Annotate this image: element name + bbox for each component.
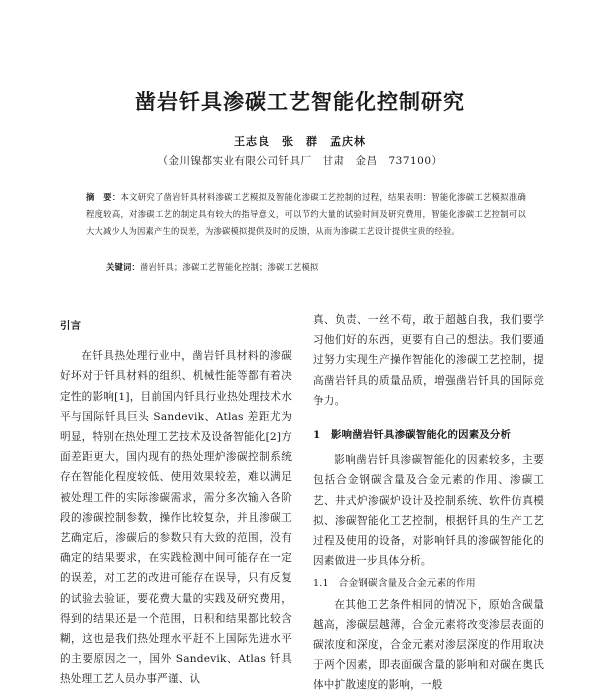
paper-title: 凿岩钎具渗碳工艺智能化控制研究	[135, 90, 465, 114]
subsection-1-1-paragraph: 在其他工艺条件相同的情况下，原始含碳量越高，渗碳层越薄，合金元素将改变渗层表面的碳浓度和深度，合金元素对渗层深度的作用取决于两个因素，即表面碳含量的影响和对碳在奥氏体中扩散速度的影响，一般	[313, 598, 544, 692]
left-column	[60, 316, 292, 690]
right-column	[313, 310, 544, 696]
section-1-paragraph: 影响凿岩钎具渗碳智能化的因素较多，主要包括合金钢碳含量及合金元素的作用、渗碳工艺、井式炉渗碳炉设计及控制系统、软件仿真模拟、渗碳智能化工艺控制，根据钎具的生产工艺过程及使用的设备，对影响钎具的渗碳智能化的因素做进一步具体分析。	[313, 454, 544, 568]
section-1-heading: 1 影响凿岩钎具渗碳智能化的因素及分析	[313, 429, 512, 442]
abstract-text: 本文研究了凿岩钎具材料渗碳工艺模拟及智能化渗碳工艺控制的过程，结果表明：智能化渗碳工艺模拟准确程度较高，对渗碳工艺的制定具有较大的指导意义，可以节约大量的试验时间及研究费用，智能化渗碳工艺控制可以大大减少人为因素产生的误差，为渗碳模拟提供及时的反馈，从而为渗碳工艺设计提供宝贵的经验。	[86, 192, 526, 236]
keywords-label: 关键词：	[106, 262, 140, 272]
right-intro-paragraph: 真、负责、一丝不苟，敢于超越自我，我们要学习他们好的东西，更要有自己的想法。我们要通过努力实现生产操作智能化的渗碳工艺控制，提高凿岩钎具的质量品质，增强凿岩钎具的国际竞争力。	[313, 314, 544, 407]
paper-affiliation: （金川镍都实业有限公司钎具厂 甘肃 金昌 737100）	[157, 155, 443, 167]
abstract-block	[86, 189, 526, 240]
keywords-text: 凿岩钎具；渗碳工艺智能化控制；渗碳工艺模拟	[140, 262, 319, 272]
abstract-label: 摘 要：	[86, 192, 121, 202]
keywords-block	[106, 261, 526, 273]
paper-authors: 王志良 张 群 孟庆林	[234, 135, 366, 148]
intro-paragraph: 在钎具热处理行业中，凿岩钎具材料的渗碳好坏对于钎具材料的组织、机械性能等都有着决定性的影响[1]，目前国内钎具行业热处理技术水平与国际钎具巨头 Sandevik、Atlas 差距尤为明显，特别在热处理工艺技术及设备智能化[2]方面差距更大，国内现有的热处理炉渗碳控制系统存在智能化程度较低、使用效果较差，难以满足被处理工件的实际渗碳需求，需分多次输入各阶段的渗碳控制参数，操作比较复杂，并且渗碳工艺确定后，渗碳后的参数只有大致的范围，没有确定的结果要求，在实践检测中间可能存在一定的误差，对工艺的改进可能存在误导，只有反复的试验去验证，要花费大量的实践及研究费用，得到的结果还是一个范围，日积和结果都比较含糊，这也是我们热处理水平赶不上国际先进水平的主要原因之一，国外 Sandevik、Atlas 钎具热处理工艺人员办事严谨、认	[60, 350, 292, 686]
subsection-1-1-heading: 1.1 合金钢碳含量及合金元素的作用	[313, 578, 476, 590]
intro-heading: 引言	[60, 320, 82, 332]
